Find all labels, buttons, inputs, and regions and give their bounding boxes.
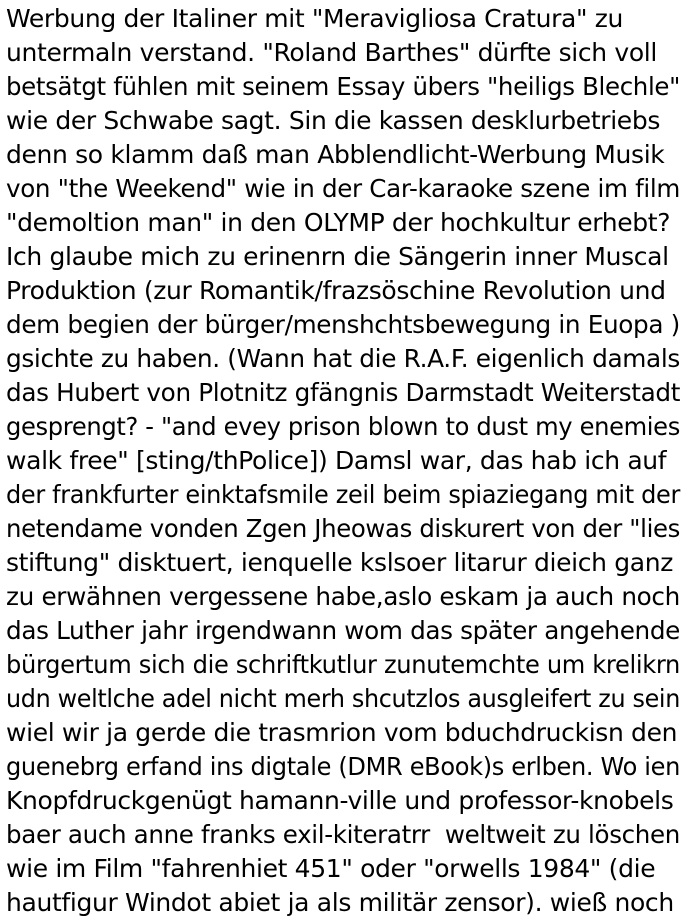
text-line: guenebrg erfand ins digtale (DMR eBook)s erlben. Wo ien [6, 752, 681, 781]
text-line: das Hubert von Plotnitz gfängnis Darmstadt Weiterstadt [6, 378, 681, 407]
text-line: der frankfurter einktafsmile zeil beim spiaziegang mit der [6, 480, 680, 509]
text-line: baer auch anne franks exil-kiteratrr weltweit zu löschen [6, 820, 680, 849]
text-line: "demoltion man" in den OLYMP der hochkultur erhebt? [6, 208, 671, 237]
text-line: das Luther jahr irgendwann wom das später angehende [6, 616, 681, 645]
text-line: denn so klamm daß man Abblendlicht-Werbung Musik [6, 140, 665, 169]
text-line: wiel wir ja gerde die trasmrion vom bduchdruckisn den [6, 718, 678, 747]
text-line: von "the Weekend" wie in der Car-karaoke szene im film [6, 174, 681, 203]
text-line: zu erwähnen vergessene habe,aslo eskam ja auch noch [6, 582, 680, 611]
text-line: gesprengt? - "and evey prison blown to dust my enemies [6, 412, 680, 441]
text-line: udn weltlche adel nicht merh shcutzlos ausgleifert zu sein [6, 684, 680, 713]
text-line: dem begien der bürger/menshchtsbewegung in Euopa ) [6, 310, 680, 339]
text-line: Werbung der Italiner mit "Meravigliosa Cratura" zu [6, 4, 623, 33]
text-line: walk free" [sting/thPolice]) Damsl war, das hab ich auf [6, 446, 667, 475]
body-text [6, 2, 684, 920]
text-line: Ich glaube mich zu erinenrn die Sängerin inner Muscal [6, 242, 669, 271]
text-line: stiftung" disktuert, ienquelle kslsoer litarur dieich ganz [6, 548, 674, 577]
text-line: Produktion (zur Romantik/frazsöschine Revolution und [6, 276, 666, 305]
text-line: betsätgt fühlen mit seinem Essay übers "heiligs Blechle" [6, 72, 681, 101]
text-line: gsichte zu haben. (Wann hat die R.A.F. eigenlich damals [6, 344, 680, 373]
text-line: Knopfdruckgenügt hamann-ville und professor-knobels [6, 786, 674, 815]
text-line: wie der Schwabe sagt. Sin die kassen desklurbetriebs [6, 106, 661, 135]
text-line: untermaln verstand. "Roland Barthes" dürfte sich voll [6, 38, 657, 67]
text-line: netendame vonden Zgen Jheowas diskurert von der "lies [6, 514, 680, 543]
text-line: hautfigur Windot abiet ja als militär zensor). wieß noch [6, 888, 674, 917]
text-line: bürgertum sich die schriftkutlur zunutemchte um krelikrn [6, 650, 680, 679]
text-line: wie im Film "fahrenhiet 451" oder "orwells 1984" (die [6, 854, 656, 883]
